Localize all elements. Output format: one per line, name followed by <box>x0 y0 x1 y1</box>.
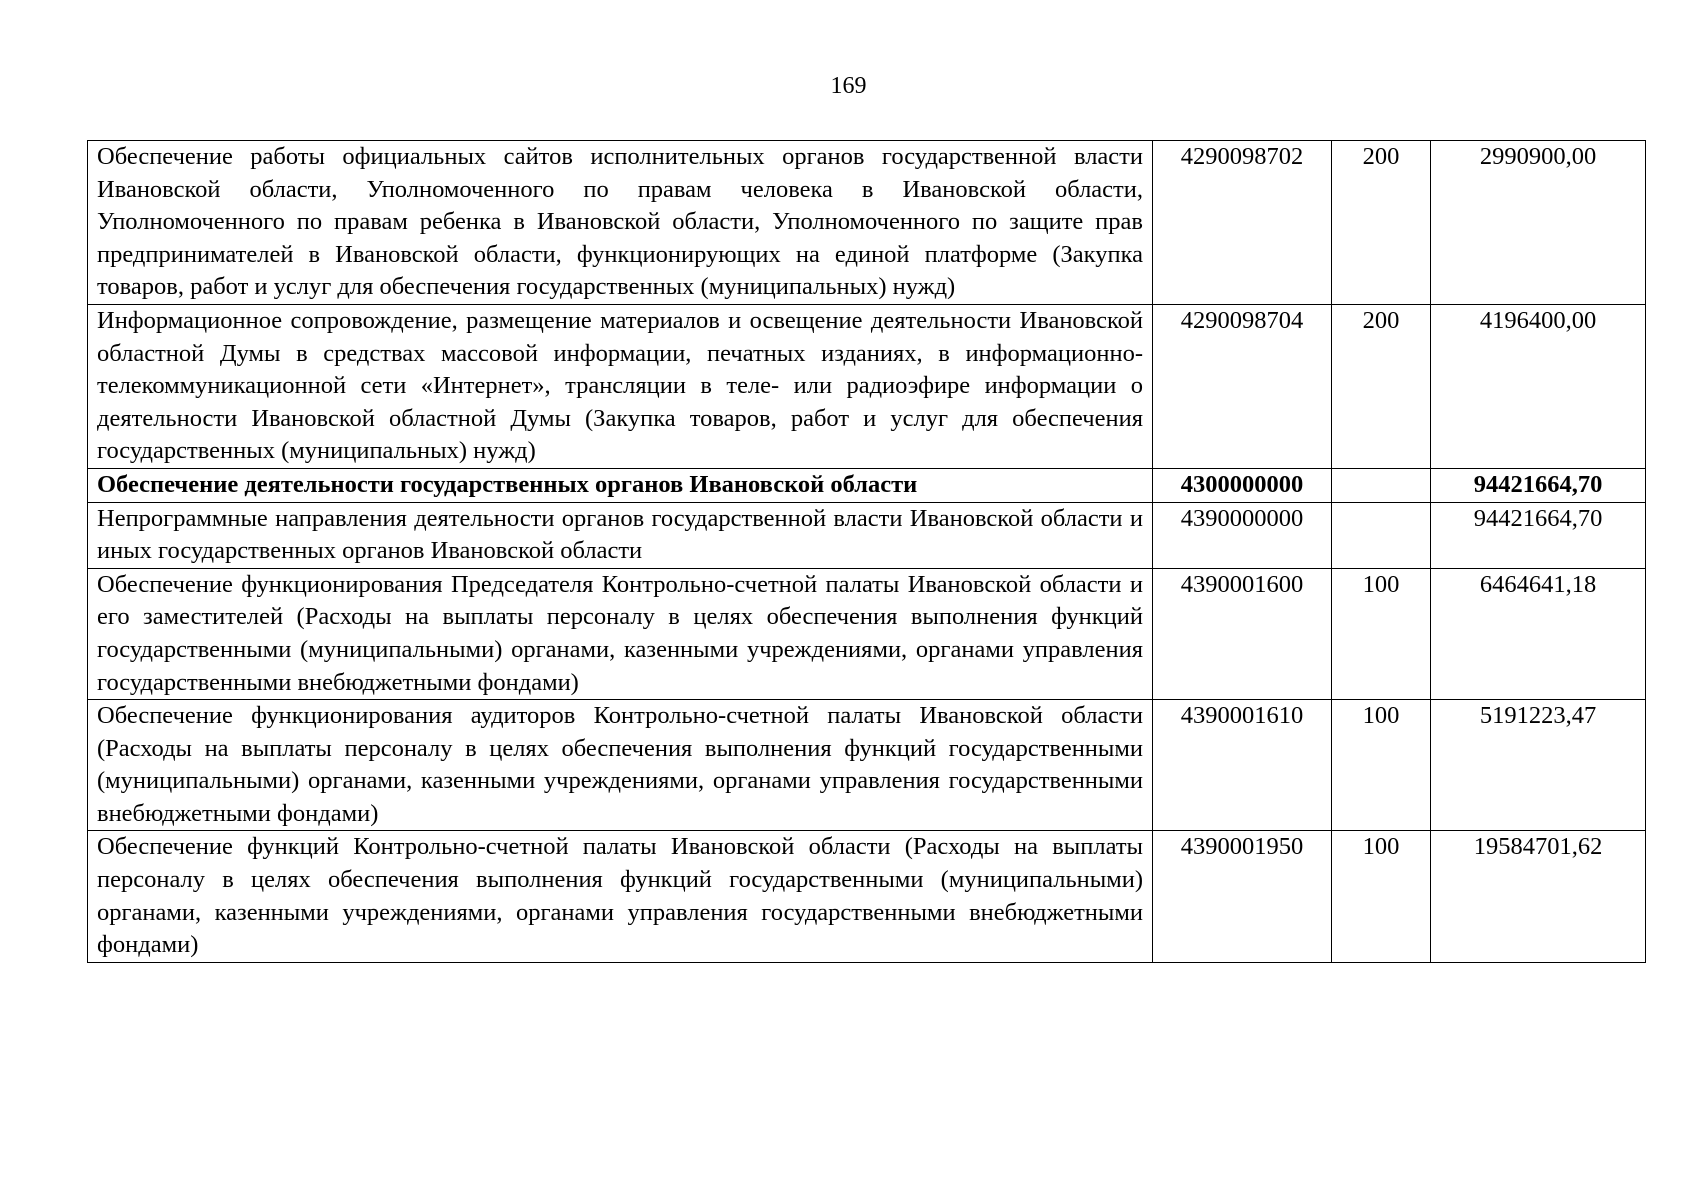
target-code-cell: 4390000000 <box>1153 502 1332 568</box>
amount-cell: 5191223,47 <box>1431 700 1646 831</box>
amount-cell: 6464641,18 <box>1431 568 1646 699</box>
budget-table <box>87 140 1646 963</box>
expense-name-cell: Обеспечение работы официальных сайтов исполнительных органов государственной власти Ивановской области, Уполномоченного по правам человека в Ивановской области, Уполномоченного по правам ребенка в Ивановской области, Уполномоченного по защите прав предпринимателей в Ивановской области, функционирующих на единой платформе (Закупка товаров, работ и услуг для обеспечения государственных (муниципальных) нужд) <box>88 141 1153 305</box>
table-row <box>88 700 1646 831</box>
expense-name-cell: Обеспечение деятельности государственных органов Ивановской области <box>88 468 1153 502</box>
expense-type-cell: 200 <box>1332 304 1431 468</box>
table-row <box>88 831 1646 962</box>
expense-name-cell: Непрограммные направления деятельности органов государственной власти Ивановской области и иных государственных органов Ивановской области <box>88 502 1153 568</box>
table-row <box>88 502 1646 568</box>
expense-name-cell: Обеспечение функций Контрольно-счетной палаты Ивановской области (Расходы на выплаты персоналу в целях обеспечения выполнения функций государственными (муниципальными) органами, казенными учреждениями, органами управления государственными внебюджетными фондами) <box>88 831 1153 962</box>
target-code-cell: 4300000000 <box>1153 468 1332 502</box>
expense-name-cell: Информационное сопровождение, размещение материалов и освещение деятельности Ивановской областной Думы в средствах массовой информации, печатных изданиях, в информационно-телекоммуникационной сети «Интернет», трансляции в теле- или радиоэфире информации о деятельности Ивановской областной Думы (Закупка товаров, работ и услуг для обеспечения государственных (муниципальных) нужд) <box>88 304 1153 468</box>
target-code-cell: 4390001600 <box>1153 568 1332 699</box>
table-row <box>88 141 1646 305</box>
page-number: 169 <box>830 73 867 99</box>
amount-cell: 94421664,70 <box>1431 468 1646 502</box>
target-code-cell: 4290098702 <box>1153 141 1332 305</box>
amount-cell: 4196400,00 <box>1431 304 1646 468</box>
expense-type-cell <box>1332 502 1431 568</box>
expense-type-cell: 100 <box>1332 568 1431 699</box>
target-code-cell: 4290098704 <box>1153 304 1332 468</box>
expense-type-cell: 100 <box>1332 700 1431 831</box>
table-row <box>88 568 1646 699</box>
table-row-section-total <box>88 468 1646 502</box>
expense-name-cell: Обеспечение функционирования аудиторов Контрольно-счетной палаты Ивановской области (Расходы на выплаты персоналу в целях обеспечения выполнения функций государственными (муниципальными) органами, казенными учреждениями, органами управления государственными внебюджетными фондами) <box>88 700 1153 831</box>
target-code-cell: 4390001950 <box>1153 831 1332 962</box>
expense-type-cell: 200 <box>1332 141 1431 305</box>
target-code-cell: 4390001610 <box>1153 700 1332 831</box>
expense-type-cell <box>1332 468 1431 502</box>
amount-cell: 94421664,70 <box>1431 502 1646 568</box>
amount-cell: 2990900,00 <box>1431 141 1646 305</box>
table-row <box>88 304 1646 468</box>
expense-type-cell: 100 <box>1332 831 1431 962</box>
amount-cell: 19584701,62 <box>1431 831 1646 962</box>
expense-name-cell: Обеспечение функционирования Председателя Контрольно-счетной палаты Ивановской области и его заместителей (Расходы на выплаты персоналу в целях обеспечения выполнения функций государственными (муниципальными) органами, казенными учреждениями, органами управления государственными внебюджетными фондами) <box>88 568 1153 699</box>
